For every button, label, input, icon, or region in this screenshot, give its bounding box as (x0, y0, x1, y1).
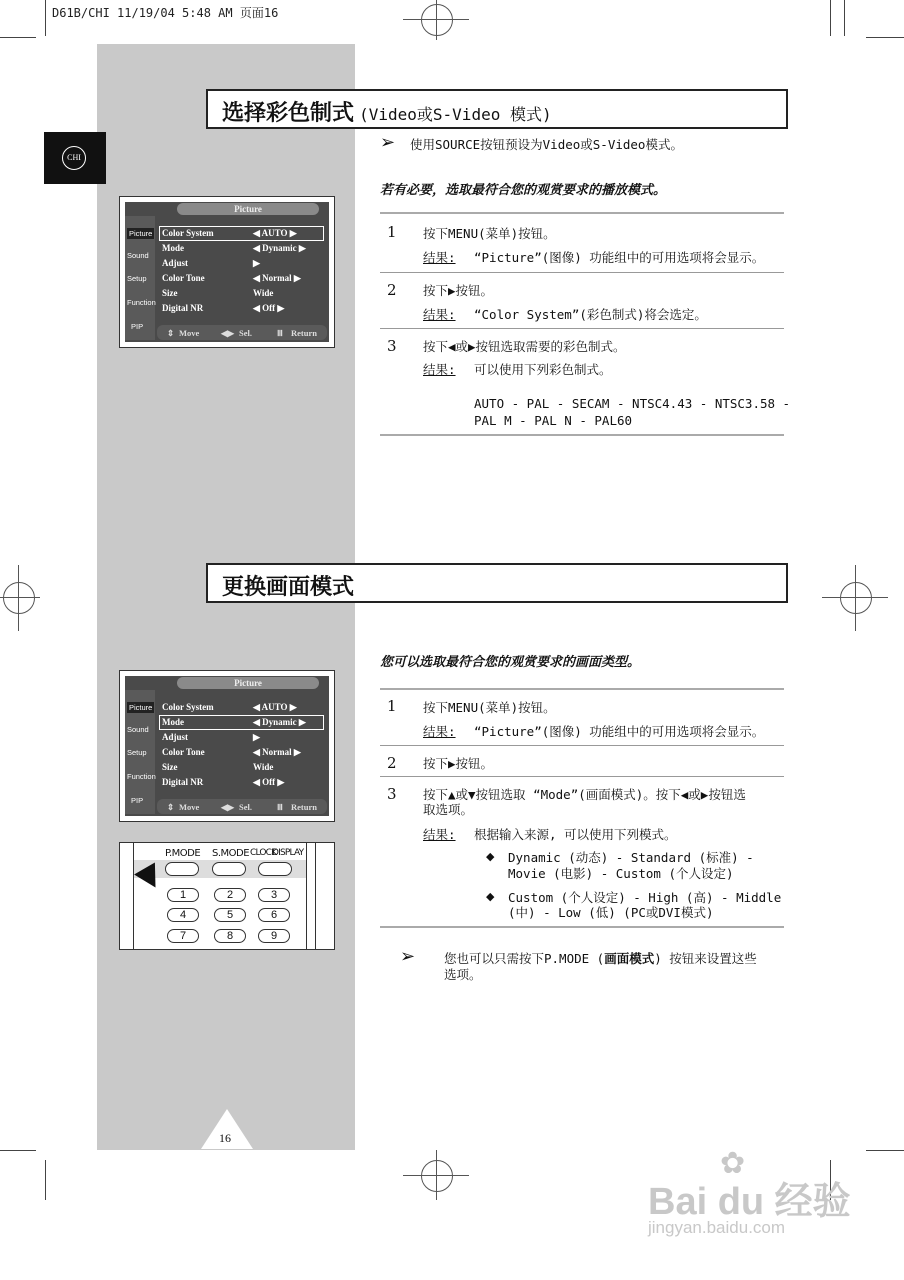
section1-title: 选择彩色制式 (222, 100, 355, 126)
crop-mark (45, 1160, 46, 1200)
divider (380, 434, 784, 436)
remote-illustration (119, 842, 335, 950)
bullet-diamond-icon: ◆ (486, 890, 495, 903)
smode-button[interactable] (212, 862, 246, 876)
menu-row-label: Color Tone (162, 747, 205, 757)
menu-row-value: ◀ AUTO ▶ (253, 228, 297, 238)
crop-mark (45, 0, 46, 36)
select-icon: ◀▶ (221, 328, 235, 338)
move-icon: ⇕ (167, 802, 175, 812)
result-text: “Picture”(图像) 功能组中的可用选项将会显示。 (474, 250, 765, 265)
crop-mark (0, 1150, 36, 1151)
step-number: 1 (387, 697, 397, 715)
step-text: 按下▶按钮。 (423, 283, 494, 298)
registration-line (436, 1150, 437, 1200)
section1-note: 使用SOURCE按钮预设为Video或S-Video模式。 (410, 137, 683, 152)
digit-button[interactable]: 4 (167, 908, 199, 922)
menu-row-label: Color System (162, 702, 214, 712)
registration-line (18, 565, 19, 631)
menu-row-label: Mode (162, 717, 184, 727)
menu-tab-pip: PIP (131, 796, 144, 805)
digit-button[interactable]: 5 (214, 908, 246, 922)
section2-intro: 您可以选取最符合您的观赏要求的画面类型。 (380, 655, 641, 670)
menu-foot-sel: Sel. (239, 328, 252, 338)
print-header: D61B/CHI 11/19/04 5:48 AM 页面16 (52, 6, 279, 20)
digit-button[interactable]: 2 (214, 888, 246, 902)
menu-row-value: ◀ Dynamic ▶ (253, 717, 306, 727)
step-number: 1 (387, 223, 397, 241)
section2-title-box (206, 563, 788, 603)
menu-tab-picture: Picture (129, 703, 153, 712)
step-text: 取选项。 (423, 802, 474, 817)
digit-button[interactable]: 8 (214, 929, 246, 943)
step-number: 3 (387, 785, 397, 803)
watermark-brand: Bai du 经验 (648, 1181, 851, 1223)
menu-foot-return: Return (291, 802, 317, 812)
divider (380, 776, 784, 777)
crop-mark (0, 37, 36, 38)
section1-title-box (206, 89, 788, 129)
clock-button[interactable] (258, 862, 292, 876)
menu-tab-sound: Sound (127, 251, 149, 260)
registration-mark (840, 582, 872, 614)
arrow-tip-icon: ➢ (400, 946, 416, 967)
result-text: “Color System”(彩色制式)将会选定。 (474, 307, 707, 322)
menu-row-value: Wide (253, 762, 274, 772)
return-icon: Ⅲ (277, 802, 283, 812)
tv-menu-screenshot (119, 196, 335, 348)
crop-mark (844, 0, 845, 36)
divider (380, 328, 784, 329)
language-tab-label: CHI (62, 146, 86, 170)
menu-title: Picture (177, 203, 319, 215)
bullet-diamond-icon: ◆ (486, 850, 495, 863)
menu-foot-move: Move (179, 802, 200, 812)
tv-menu-screenshot (119, 670, 335, 822)
result-text: “Picture”(图像) 功能组中的可用选项将会显示。 (474, 724, 765, 739)
registration-mark (421, 4, 453, 36)
step-text: 按下▲或▼按钮选取 “Mode”(画面模式)。按下◀或▶按钮选 (423, 787, 746, 802)
digit-button[interactable]: 7 (167, 929, 199, 943)
result-label: 结果: (423, 307, 456, 322)
menu-foot-sel: Sel. (239, 802, 252, 812)
arrow-note-icon: ➢ (380, 132, 396, 153)
result-text: 可以使用下列彩色制式。 (474, 362, 612, 377)
result-label: 结果: (423, 827, 456, 842)
registration-line (0, 597, 40, 598)
divider (380, 745, 784, 746)
menu-row-label: Color System (162, 228, 214, 238)
menu-foot-move: Move (179, 328, 200, 338)
step-text: 按下▶按钮。 (423, 756, 494, 771)
section2-title: 更换画面模式 (222, 574, 355, 600)
color-system-list: PAL M - PAL N - PAL60 (474, 413, 633, 428)
menu-row-value: ◀ Dynamic ▶ (253, 243, 306, 253)
paw-logo-icon: ✿ (720, 1147, 746, 1180)
section1-subtitle: (Video或S-Video 模式) (359, 105, 552, 124)
step-text: 按下◀或▶按钮选取需要的彩色制式。 (423, 339, 626, 354)
move-icon: ⇕ (167, 328, 175, 338)
menu-tab-setup: Setup (127, 748, 147, 757)
registration-line (436, 0, 437, 40)
menu-row-label: Adjust (162, 258, 189, 268)
menu-row-label: Size (162, 762, 178, 772)
result-label: 结果: (423, 362, 456, 377)
step-number: 3 (387, 337, 397, 355)
menu-row-label: Size (162, 288, 178, 298)
menu-row-value: ◀ Normal ▶ (253, 747, 301, 757)
remote-label-pmode: P.MODE (165, 848, 201, 859)
menu-row-label: Mode (162, 243, 184, 253)
tip-post: ) 按钮来设置这些 (654, 951, 757, 966)
result-text: 根据输入来源, 可以使用下列模式。 (474, 827, 677, 842)
menu-tab-picture: Picture (129, 229, 153, 238)
result-label: 结果: (423, 250, 456, 265)
step-number: 2 (387, 281, 397, 299)
menu-row-value: ▶ (253, 732, 260, 742)
result-label: 结果: (423, 724, 456, 739)
menu-tab-function: Function (127, 298, 156, 307)
mode-list: Dynamic (动态) - Standard (标准) - (508, 850, 754, 865)
menu-row-value: ▶ (253, 258, 260, 268)
digit-button[interactable]: 6 (258, 908, 290, 922)
digit-button[interactable]: 9 (258, 929, 290, 943)
menu-row-value: ◀ Off ▶ (253, 303, 285, 313)
watermark-url: jingyan.baidu.com (648, 1218, 786, 1237)
crop-mark (830, 0, 831, 36)
mode-list: Movie (电影) - Custom (个人设定) (508, 866, 734, 881)
menu-row-label: Digital NR (162, 777, 204, 787)
remote-label-smode: S.MODE (212, 848, 250, 859)
tip-line1 (444, 951, 757, 967)
menu-row-value: Wide (253, 288, 274, 298)
page-number: 16 (219, 1131, 231, 1145)
menu-title: Picture (177, 677, 319, 689)
menu-row-value: ◀ Off ▶ (253, 777, 285, 787)
section1-intro: 若有必要，选取最符合您的观赏要求的播放模式。 (380, 183, 667, 198)
registration-mark (421, 1160, 453, 1192)
step-number: 2 (387, 754, 397, 772)
divider (380, 212, 784, 214)
menu-foot-return: Return (291, 328, 317, 338)
color-system-list: AUTO - PAL - SECAM - NTSC4.43 - NTSC3.58 - (474, 396, 791, 411)
remote-label-display: DISPLAY (272, 848, 304, 858)
menu-row-label: Adjust (162, 732, 189, 742)
menu-tab-setup: Setup (127, 274, 147, 283)
crop-mark (866, 37, 904, 38)
registration-mark (3, 582, 35, 614)
digit-button[interactable]: 3 (258, 888, 290, 902)
divider (380, 926, 784, 928)
divider (380, 272, 784, 273)
mode-list: Custom (个人设定) - High (高) - Middle (508, 890, 782, 905)
registration-line (855, 565, 856, 631)
menu-row-value: ◀ Normal ▶ (253, 273, 301, 283)
step-text: 按下MENU(菜单)按钮。 (423, 700, 556, 715)
select-icon: ◀▶ (221, 802, 235, 812)
digit-button[interactable]: 1 (167, 888, 199, 902)
menu-tab-function: Function (127, 772, 156, 781)
crop-mark (866, 1150, 904, 1151)
tip-pre: 您也可以只需按下P.MODE ( (444, 951, 605, 966)
remote-label-clock: CLOCK (250, 848, 277, 858)
tip-bold: 画面模式 (604, 951, 655, 966)
mode-list: (中) - Low (低) (PC或DVI模式) (508, 905, 714, 920)
divider (380, 688, 784, 690)
menu-row-label: Digital NR (162, 303, 204, 313)
step-text: 按下MENU(菜单)按钮。 (423, 226, 556, 241)
menu-tab-sound: Sound (127, 725, 149, 734)
menu-row-label: Color Tone (162, 273, 205, 283)
menu-tab-pip: PIP (131, 322, 144, 331)
pmode-button[interactable] (165, 862, 199, 876)
tip-line2: 选项。 (444, 967, 482, 982)
return-icon: Ⅲ (277, 328, 283, 338)
menu-row-value: ◀ AUTO ▶ (253, 702, 297, 712)
